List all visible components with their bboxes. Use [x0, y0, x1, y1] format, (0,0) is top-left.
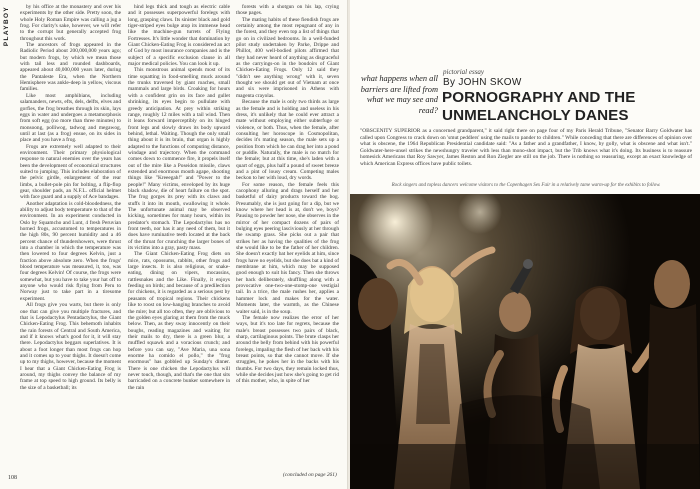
paragraph: Another adaptation is cold-bloodedness, the ability to adjust body temperature to that of the environment. In an experiment conducted in Oslo by Squamcho and Lunt, 4 fresh Peruvian horned frogs, accustomed to temperatures in the high 80s, 90 percent humidity and a 46 percent chance of thundershowers, were thrust into a chamber in which the temperature was then lowered to four degrees Kelvin, just a fraction above absolute zero. When the frogs' blood temperature was measured, it, too, was four degrees Kelvin! Of course, the frogs were somewhat, but you have to take your hat off to anyone who would risk flying from Peru to Norway just to take part in a tiresome experiment. [20, 200, 121, 302]
section-label: PLAYBOY [3, 6, 10, 47]
paragraph: hind legs thick and tough as electric cable and it possesses superpowerful forelegs with long, grasping claws. Its sinister black and gold tiger-striped eyes bulge atop its immense head like the machine-gun turrets of Flying Fortresses. It's little wonder that domination by Giant Chicken-Eating Frog is considered an act of God by most insurance companies and is the subject of a specific exclusion clause in all major medical policies. You can look it up. [128, 4, 230, 68]
paragraph: The female now realizes the error of her ways, but it's too late for regrets, because the male's breast possesses two pairs of black, sharp, cartilaginous points. The brute clasps her around the belly from behind with his powerful forelegs, impaling the flesh of her back with his breast points, so that she cannot move. If she struggles, he pokes her in the backs with his thumbs. For two days, they remain locked thus, while she decides just how she's going to get rid of this mother, who, in spite of her [236, 314, 339, 385]
paragraph: The ancestors of frogs appeared in the Radiolic Period about 200,000,000 years ago; but modern frogs, by which we mean those with tail less and rounded dashboards, appeared about 40,000,000 years later, during the Pantaleste Era, when the Northern Hemisphere was ankle-deep in yellow, viscous families. [20, 42, 121, 93]
paragraph: For some reason, the female feels this cacophony alluring and drags herself and her basketful of dairy products toward the bog. Presumably, she is just going for a dip, but we know where her head is at, don't we, boys? Pausing to powder her nose, she observes in the mirror of her compact dozens of pairs of bulging eyes peering lasciviously at her through the swamp grass. She picks out a pair that strikes her as having the qualities of the frog she would like to be the father of her children. She doesn't exactly bat her eyelids at him, since frogs have no eyelids, but she does bat a kind of membrane at him, which may be supposed good enough to suit his fancy. Then she throws her back deliberately, shuffling along with a provocative one-two-one-stomp-one vestigial tail. In a trice, the male rushes her, applies a hammer lock and makes for the water. Moments later, the warmth, as the Chinese waiter said, is in the soup. [236, 181, 339, 315]
paragraph: All frogs give you warts, but there is only one that can give you multiple fractures, and that is Lepodactylus Pentadactylus, the Giant Chicken-Eating Frog. This behemoth inhabits the rain forests of Central and South America, and if it knows what's good for it, it will stay there. Lepodactylus beggars superlatives. It is about a foot longer than most frogs can hop and it comes up to your thighs. It doesn't come up to my thighs, however, because the moment I hear that a Giant Chicken-Eating Frog is around, my thighs convey the balance of my frame at top speed to high ground. Its belly is the size of a basketball; its [20, 302, 121, 391]
paragraph: The mating habits of these fiendish frogs are certainly among the most repugnant of any in the forest, and they even top a list of things that go on in civilized bedrooms. In a well-funded pilot study undertaken by Parke, Drippe and Phillot, 400 well-bodied pilots affirmed that they had never heard of anything as disgraceful as the carryings-on in the boudoirs of Giant Chicken-Eating Frogs. Only 12 said they "didn't see anything wrong" with it, seven thought we should get out of Vietnam at once and six were imprisoned in Athens with magenta crayolas. [236, 16, 339, 99]
intro-paragraph: "OBSCENITY SUPERIOR as a concerned grandparent," it said right there on page four of my Paris Herald Tribune, "Senator Barry Goldwater has called upon Congress to crack down on 'smut peddlers' using the mails to pander to children." While conceding that there are differences of opinion over what is obscene, the 1964 Republican Presidential candidate said: "As a father and a grandfather, I know, by golly, what is obscene and what isn't." Goldwater-here-unsel strikes the newshungry traveler with less than mono-shot impact, but the Trib knows what it's doing. Its business is to reassure homesick Americans that Roy Sawyer, James Reston and Ron Ziegler are still on the job. There is nothing so reassuring, except an exact knowledge of which American Express offices have public toilets. [360, 128, 692, 167]
byline: By JOHN SKOW [443, 77, 522, 88]
article-column-2 [128, 4, 230, 469]
paragraph: Like most amphibians, including salamanders, newts, efts, dels, delfts, elves and gorfies, the frog breathes through its skin, lays eggs in water and undergoes a metamorphosis from soft egg (no more than three minutes) to monsoong, polliwog, tadwog and megawog, until at last (as a frog) ensue, on its sides in place and you have a frog. [20, 92, 121, 144]
department-label: pictorial essay [443, 68, 485, 76]
headline: PORNOGRAPHY AND THE UNMELANCHOLY DANES [442, 89, 636, 124]
article-column-3 [236, 4, 339, 469]
paragraph: This monstrous animal spends most of its time squatting in food-smelling muck around the trunks traversed by giant roaches, small mammals and large birds. Croaking for hours with a confident grin on its face and gullet shrinking, its eyes begin to pullulate with greedy anticipation. At prey within striking range, roughly 12 miles with a tail wind. Then it leans forward imperceptibly on its hinged front legs and slowly draws its body upward behind, lethal. Waiting. Though the only small thing about it is its brain, that organ is highly adapted to the functions of computing distance, windage and trajectory. When the command comes down to commence fire, it propels itself out of the mire like a Poseidon missile, claws extended and enormous mouth agape, shooting things like "Kreeegah!" and "Power to the people!" Many victims, enveloped by its huge black shadow, die of heart failure on the spot. The frog gorges its prey with its claws and stuffs it into its mouth, swallowing it whole. The unfortunate animal may be observed kicking, sometimes for many hours, within its predator's stomach. The Lepodactylus has no front teeth, nor has it any need of them, but it does have ruminative teeth located at the back of the throat for crunching the larger bones of its victims into a gray, pasty mass. [128, 67, 230, 252]
left-page [0, 0, 348, 489]
paragraph: The Giant Chicken-Eating Frog diets on mice, rats, opossums, rabbits, other frogs and large insects. It is also religious, or snake-eating, dining on vipers, mocassins, rattlesnakes and the Like. Finally, it enjoys feeding on birds; and because of a predilection for chickens, it is regarded as a serious pest by peasants of tropical regions. Their chickens like to roost on low-hanging branches to avoid the mire; but all too often, they are oblivious to the golden eyes glaring at them from the muck below. Then, as they sway innocently on their boughs, reading magazines and waiting for their mails to dry, there is a green blur, a muffled squawk and a voracious crunch; and before you can say, "Ave Maria, una sona enorme ha comido el pollo," the "frog enormous" has gobbled up Sunday's dinner. There is one chicken the Lepodactylus will never touch, though, and that's the one that sits barricaded on a concrete bunker somewhere in the rain [128, 251, 230, 391]
paragraph: forests with a shotgun on his lap, crying those pages. [236, 4, 339, 17]
paragraph: Because the male is only two thirds as large as the female and is holding and useless in his dress, it's unlikely that he could ever attract a mate without employing either subterfuge or violence, or both. Thus, when the female, after consulting her horoscope in Cosmopolitan, decides it's mating season, the male sets up a position from which he can drag her into a pond or puddle. Naturally, the male is no match for the female; but at this time, she's laden with a quart of eggs, plus half a pound of sweet breeze and a pint of lousy cream. Competing males beckon to her with loud, dry words. [236, 99, 339, 182]
continued-note: (concluded on page 261) [283, 472, 337, 478]
photo-illustration [350, 194, 700, 489]
article-column-1 [20, 4, 121, 466]
paragraph: by his office at the monastery and over his experiments by the other side. Pretty soon, the whole Holy Roman Empire was calling a jug a frog. For clarity's sake, however, we will refer to the corrupt but generally accepted frog throughout this work. [20, 4, 121, 42]
kicker: what happens when all barriers are lifted from what we may see and read? [360, 74, 438, 115]
paragraph: Frogs are extremely well adapted to their environment. Their primary physiological response to natural enemies over the years has been the development of economical structures suited to jumping. This includes elaboration of the pelvic girdle, enlargement of the rear limbs, a bullet-pole pin for bolting, a flip-flop gear, shoulder pads, an N.F.L. official helmet with face guard and a supply of Ace bandages. [20, 143, 121, 201]
photo-caption: Rock singers and topless dancers welcome visitors to the Copenhagen Sex Fair in a relatively tame warm-up for the exhibits to follow. [391, 183, 661, 188]
page-number: 108 [8, 475, 17, 481]
photo [350, 194, 700, 489]
